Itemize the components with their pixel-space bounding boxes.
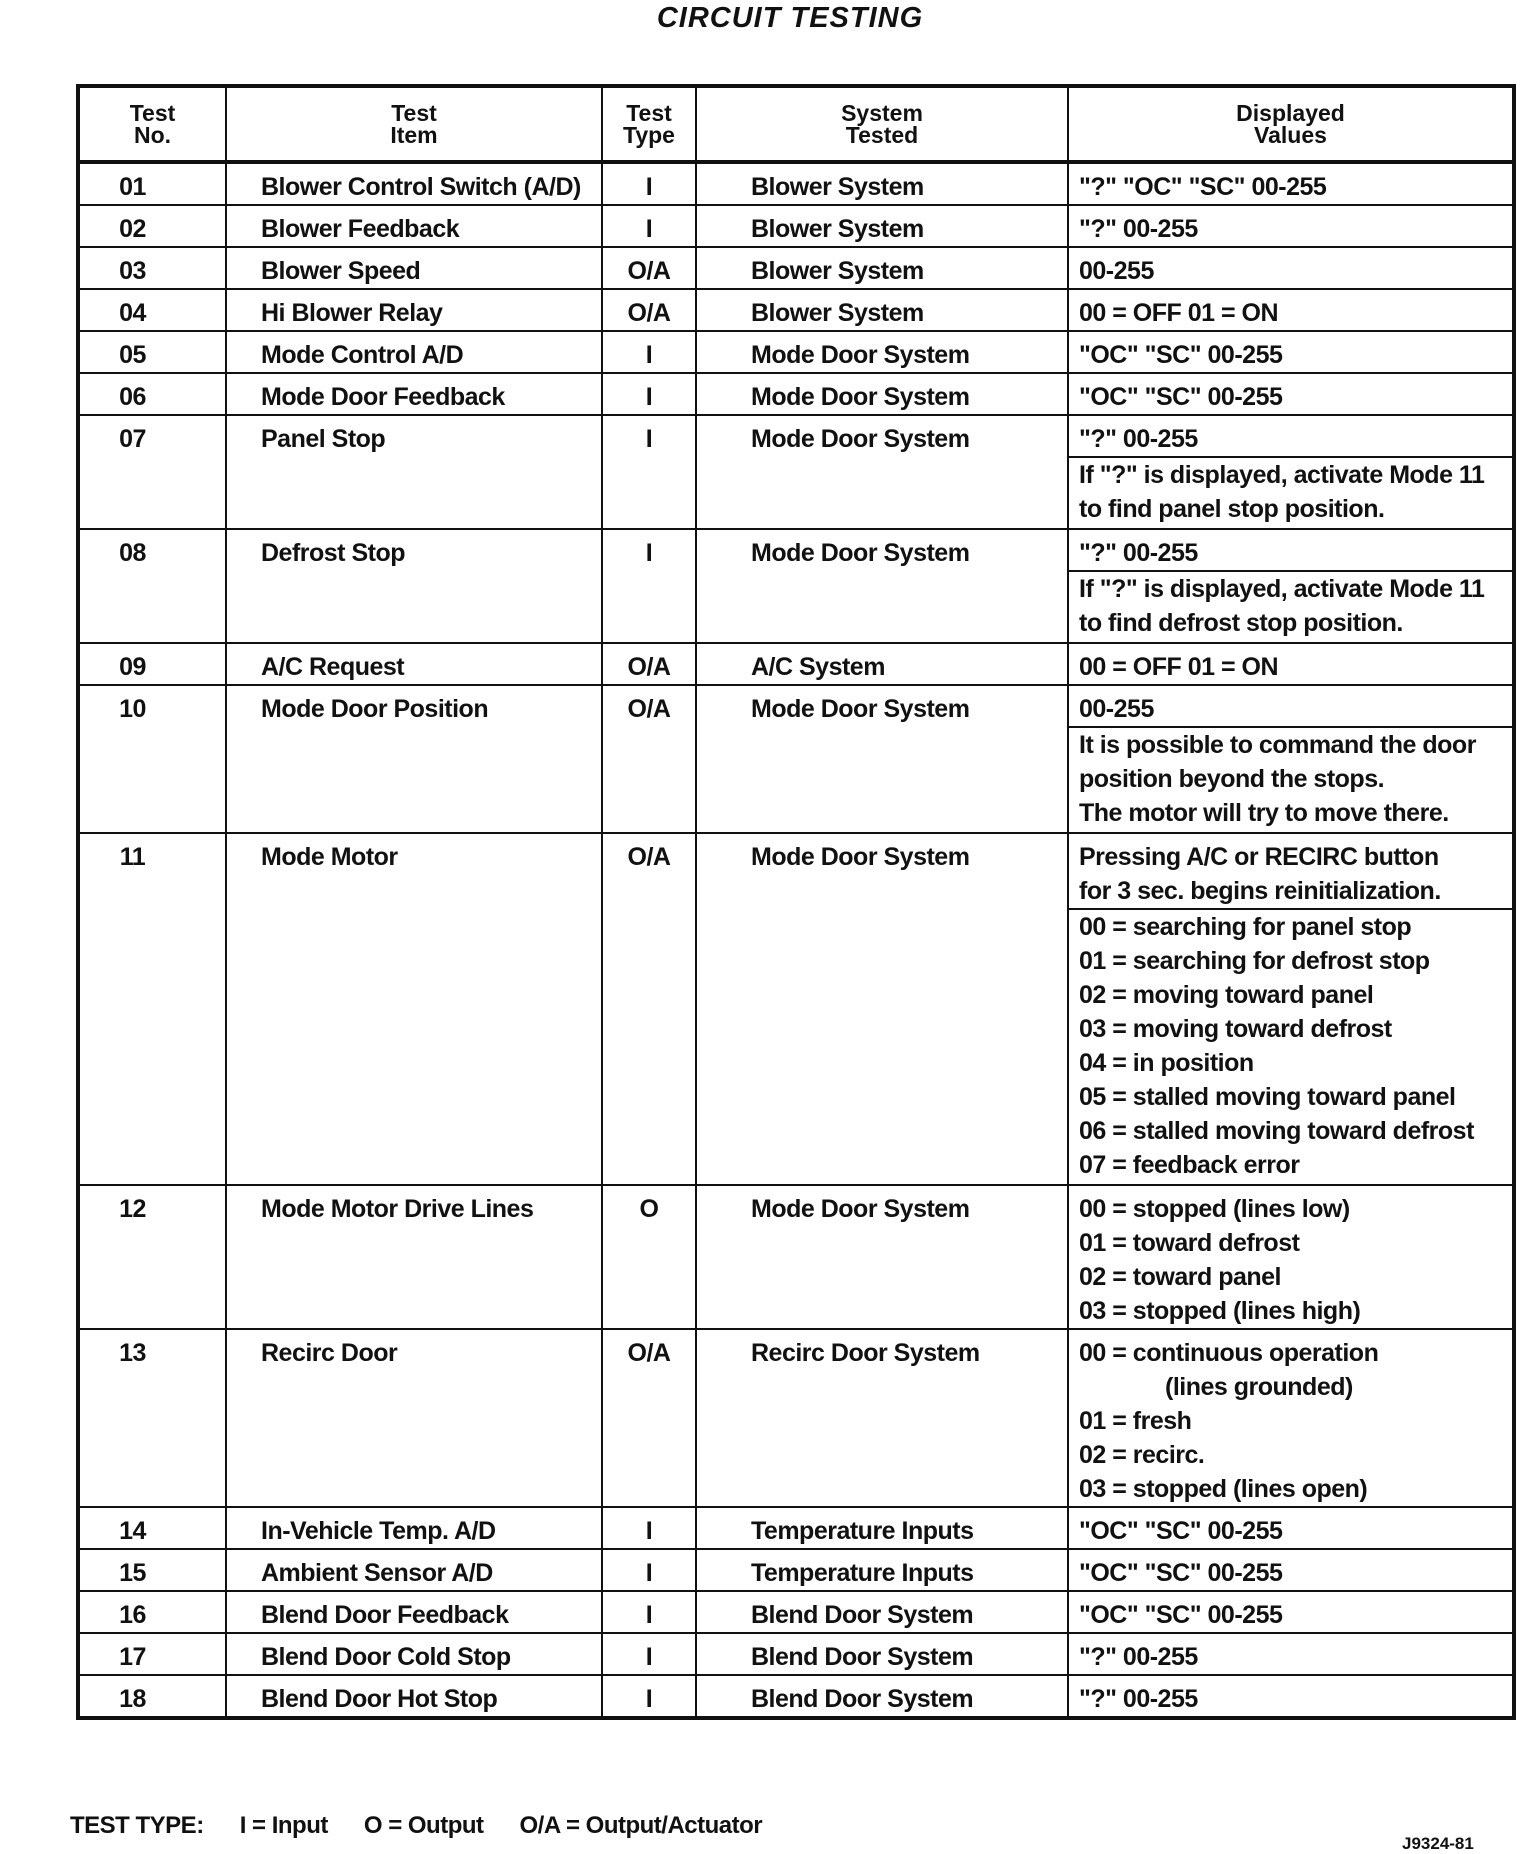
displayed-values-main — [1069, 248, 1512, 288]
system-tested-cell: Mode Door System — [696, 1185, 1068, 1329]
test-no-cell: 17 — [78, 1633, 226, 1675]
displayed-values-notes — [1069, 908, 1512, 1184]
displayed-values-main — [1069, 1508, 1512, 1548]
test-no-cell: 06 — [78, 373, 226, 415]
displayed-values-cell — [1068, 1329, 1514, 1507]
test-no-cell: 01 — [78, 162, 226, 205]
displayed-values-main — [1069, 644, 1512, 684]
table-row — [78, 331, 1514, 373]
table-row — [78, 1507, 1514, 1549]
system-tested-cell: Blend Door System — [696, 1633, 1068, 1675]
note-line: 07 = feedback error — [1079, 1151, 1300, 1179]
table-row — [78, 1185, 1514, 1329]
displayed-values-main — [1069, 416, 1512, 456]
test-type-cell: O — [602, 1185, 696, 1329]
table-row — [78, 289, 1514, 331]
value-line: "OC" "SC" 00-255 — [1079, 1601, 1283, 1629]
test-type-cell: O/A — [602, 289, 696, 331]
table-row — [78, 373, 1514, 415]
displayed-values-main — [1069, 374, 1512, 414]
displayed-values-cell — [1068, 529, 1514, 643]
note-line: 02 = moving toward panel — [1079, 981, 1374, 1009]
page-title: CIRCUIT TESTING — [656, 2, 924, 34]
legend-input: I = Input — [239, 1812, 328, 1839]
header-test-item — [226, 86, 602, 162]
test-item-cell: Ambient Sensor A/D — [226, 1549, 602, 1591]
value-line: 00 = OFF 01 = ON — [1079, 653, 1279, 681]
note-line: The motor will try to move there. — [1079, 799, 1449, 827]
displayed-values-cell — [1068, 1633, 1514, 1675]
test-type-cell: I — [602, 1507, 696, 1549]
test-no-cell: 14 — [78, 1507, 226, 1549]
test-type-cell: I — [602, 1549, 696, 1591]
table-row — [78, 1591, 1514, 1633]
value-line: 00 = OFF 01 = ON — [1079, 299, 1279, 327]
header-text: Test Item — [390, 100, 438, 148]
test-type-cell: I — [602, 1591, 696, 1633]
note-line: to find defrost stop position. — [1079, 609, 1403, 637]
value-line: 00-255 — [1079, 257, 1154, 285]
test-item-cell: Blend Door Cold Stop — [226, 1633, 602, 1675]
test-no-cell: 12 — [78, 1185, 226, 1329]
note-line: If "?" is displayed, activate Mode 11 — [1079, 575, 1485, 603]
test-item-cell: Blend Door Feedback — [226, 1591, 602, 1633]
note-line: position beyond the stops. — [1079, 765, 1385, 793]
test-item-cell: Blower Control Switch (A/D) — [226, 162, 602, 205]
test-item-cell: Blend Door Hot Stop — [226, 1675, 602, 1718]
test-no-cell: 03 — [78, 247, 226, 289]
table-row — [78, 643, 1514, 685]
displayed-values-cell — [1068, 331, 1514, 373]
displayed-values-main — [1069, 530, 1512, 570]
note-line: to find panel stop position. — [1079, 495, 1385, 523]
header-text: System Tested — [841, 100, 923, 148]
test-no-cell: 08 — [78, 529, 226, 643]
circuit-testing-table-wrap — [76, 84, 1512, 1720]
displayed-values-cell — [1068, 247, 1514, 289]
displayed-values-main — [1069, 1634, 1512, 1674]
displayed-values-notes — [1069, 456, 1512, 528]
test-item-cell: Mode Door Feedback — [226, 373, 602, 415]
system-tested-cell: Blower System — [696, 247, 1068, 289]
system-tested-cell: Recirc Door System — [696, 1329, 1068, 1507]
test-type-cell: I — [602, 162, 696, 205]
header-text: Test Type — [623, 100, 675, 148]
test-item-cell: Mode Motor — [226, 833, 602, 1185]
header-system-tested — [696, 86, 1068, 162]
test-no-cell: 02 — [78, 205, 226, 247]
displayed-values-main — [1069, 290, 1512, 330]
displayed-values-main — [1069, 332, 1512, 372]
system-tested-cell: Mode Door System — [696, 415, 1068, 529]
test-type-cell: I — [602, 529, 696, 643]
test-type-cell: I — [602, 1633, 696, 1675]
table-row — [78, 205, 1514, 247]
displayed-values-notes — [1069, 570, 1512, 642]
displayed-values-notes — [1069, 726, 1512, 832]
value-line: Pressing A/C or RECIRC button — [1079, 843, 1439, 871]
legend-output: O = Output — [363, 1812, 484, 1839]
value-line: "OC" "SC" 00-255 — [1079, 1517, 1283, 1545]
system-tested-cell: Blower System — [696, 205, 1068, 247]
displayed-values-cell — [1068, 685, 1514, 833]
displayed-values-cell — [1068, 373, 1514, 415]
note-line: 03 = moving toward defrost — [1079, 1015, 1392, 1043]
test-type-cell: I — [602, 331, 696, 373]
test-no-cell: 11 — [78, 833, 226, 1185]
table-row — [78, 247, 1514, 289]
system-tested-cell: Mode Door System — [696, 833, 1068, 1185]
value-line: "?" 00-255 — [1079, 539, 1198, 567]
value-line: "OC" "SC" 00-255 — [1079, 341, 1283, 369]
value-line: "?" 00-255 — [1079, 1685, 1198, 1713]
table-row — [78, 415, 1514, 529]
table-row — [78, 685, 1514, 833]
test-no-cell: 04 — [78, 289, 226, 331]
header-displayed-values — [1068, 86, 1514, 162]
displayed-values-cell — [1068, 833, 1514, 1185]
test-no-cell: 10 — [78, 685, 226, 833]
test-item-cell: Hi Blower Relay — [226, 289, 602, 331]
value-line: for 3 sec. begins reinitialization. — [1079, 877, 1441, 905]
system-tested-cell: Temperature Inputs — [696, 1507, 1068, 1549]
test-no-cell: 18 — [78, 1675, 226, 1718]
value-line: 03 = stopped (lines open) — [1079, 1475, 1368, 1503]
system-tested-cell: Temperature Inputs — [696, 1549, 1068, 1591]
test-item-cell: Defrost Stop — [226, 529, 602, 643]
value-line: "?" 00-255 — [1079, 425, 1198, 453]
displayed-values-main — [1069, 164, 1512, 204]
test-type-cell: I — [602, 415, 696, 529]
value-line: 03 = stopped (lines high) — [1079, 1297, 1361, 1325]
note-line: If "?" is displayed, activate Mode 11 — [1079, 461, 1485, 489]
table-row — [78, 833, 1514, 1185]
test-item-cell: Mode Control A/D — [226, 331, 602, 373]
displayed-values-main — [1069, 1676, 1512, 1716]
value-line: 01 = toward defrost — [1079, 1229, 1300, 1257]
table-header-row — [78, 86, 1514, 162]
test-no-cell: 05 — [78, 331, 226, 373]
displayed-values-main — [1069, 1330, 1512, 1506]
test-type-cell: I — [602, 1675, 696, 1718]
test-item-cell: Panel Stop — [226, 415, 602, 529]
figure-id: J9324-81 — [1402, 1834, 1474, 1853]
test-no-cell: 13 — [78, 1329, 226, 1507]
displayed-values-cell — [1068, 205, 1514, 247]
legend-actuator: O/A = Output/Actuator — [519, 1812, 763, 1839]
test-type-cell: I — [602, 373, 696, 415]
value-line: 01 = fresh — [1079, 1407, 1192, 1435]
system-tested-cell: Blend Door System — [696, 1591, 1068, 1633]
test-type-cell: I — [602, 205, 696, 247]
note-line: It is possible to command the door — [1079, 731, 1476, 759]
test-type-cell: O/A — [602, 1329, 696, 1507]
value-line: (lines grounded) — [1165, 1373, 1353, 1401]
note-line: 06 = stalled moving toward defrost — [1079, 1117, 1474, 1145]
header-test-type — [602, 86, 696, 162]
system-tested-cell: Blend Door System — [696, 1675, 1068, 1718]
table-row — [78, 529, 1514, 643]
circuit-testing-table — [76, 84, 1516, 1720]
system-tested-cell: A/C System — [696, 643, 1068, 685]
displayed-values-cell — [1068, 1507, 1514, 1549]
value-line: "?" 00-255 — [1079, 215, 1198, 243]
displayed-values-cell — [1068, 415, 1514, 529]
system-tested-cell: Mode Door System — [696, 529, 1068, 643]
displayed-values-main — [1069, 1550, 1512, 1590]
displayed-values-main — [1069, 1186, 1512, 1328]
value-line: 02 = recirc. — [1079, 1441, 1205, 1469]
test-no-cell: 16 — [78, 1591, 226, 1633]
value-line: 00-255 — [1079, 695, 1154, 723]
value-line: "?" "OC" "SC" 00-255 — [1079, 173, 1327, 201]
system-tested-cell: Mode Door System — [696, 685, 1068, 833]
test-item-cell: Recirc Door — [226, 1329, 602, 1507]
displayed-values-cell — [1068, 162, 1514, 205]
displayed-values-cell — [1068, 1675, 1514, 1718]
test-type-legend — [70, 1812, 798, 1840]
displayed-values-main — [1069, 834, 1512, 908]
test-type-cell: O/A — [602, 685, 696, 833]
test-type-cell: O/A — [602, 247, 696, 289]
displayed-values-main — [1069, 206, 1512, 246]
table-row — [78, 162, 1514, 205]
value-line: 02 = toward panel — [1079, 1263, 1281, 1291]
note-line: 05 = stalled moving toward panel — [1079, 1083, 1456, 1111]
value-line: "OC" "SC" 00-255 — [1079, 1559, 1283, 1587]
displayed-values-main — [1069, 686, 1512, 726]
displayed-values-cell — [1068, 1549, 1514, 1591]
value-line: 00 = continuous operation — [1079, 1339, 1379, 1367]
test-type-cell: O/A — [602, 833, 696, 1185]
note-line: 04 = in position — [1079, 1049, 1254, 1077]
test-item-cell: A/C Request — [226, 643, 602, 685]
header-test-no — [78, 86, 226, 162]
test-item-cell: Blower Feedback — [226, 205, 602, 247]
value-line: "OC" "SC" 00-255 — [1079, 383, 1283, 411]
system-tested-cell: Blower System — [696, 289, 1068, 331]
table-row — [78, 1549, 1514, 1591]
note-line: 01 = searching for defrost stop — [1079, 947, 1430, 975]
displayed-values-cell — [1068, 289, 1514, 331]
displayed-values-cell — [1068, 1591, 1514, 1633]
table-row — [78, 1633, 1514, 1675]
system-tested-cell: Mode Door System — [696, 373, 1068, 415]
table-row — [78, 1329, 1514, 1507]
test-no-cell: 15 — [78, 1549, 226, 1591]
note-line: 00 = searching for panel stop — [1079, 913, 1412, 941]
value-line: 00 = stopped (lines low) — [1079, 1195, 1350, 1223]
system-tested-cell: Blower System — [696, 162, 1068, 205]
displayed-values-cell — [1068, 1185, 1514, 1329]
test-item-cell: Blower Speed — [226, 247, 602, 289]
system-tested-cell: Mode Door System — [696, 331, 1068, 373]
table-row — [78, 1675, 1514, 1718]
test-no-cell: 09 — [78, 643, 226, 685]
displayed-values-main — [1069, 1592, 1512, 1632]
header-text: Displayed Values — [1236, 100, 1345, 148]
displayed-values-cell — [1068, 643, 1514, 685]
test-no-cell: 07 — [78, 415, 226, 529]
test-type-cell: O/A — [602, 643, 696, 685]
test-item-cell: In-Vehicle Temp. A/D — [226, 1507, 602, 1549]
table-body — [78, 162, 1514, 1718]
test-item-cell: Mode Door Position — [226, 685, 602, 833]
value-line: "?" 00-255 — [1079, 1643, 1198, 1671]
header-text: Test No. — [129, 100, 176, 148]
legend-label: TEST TYPE: — [70, 1812, 204, 1839]
test-item-cell: Mode Motor Drive Lines — [226, 1185, 602, 1329]
